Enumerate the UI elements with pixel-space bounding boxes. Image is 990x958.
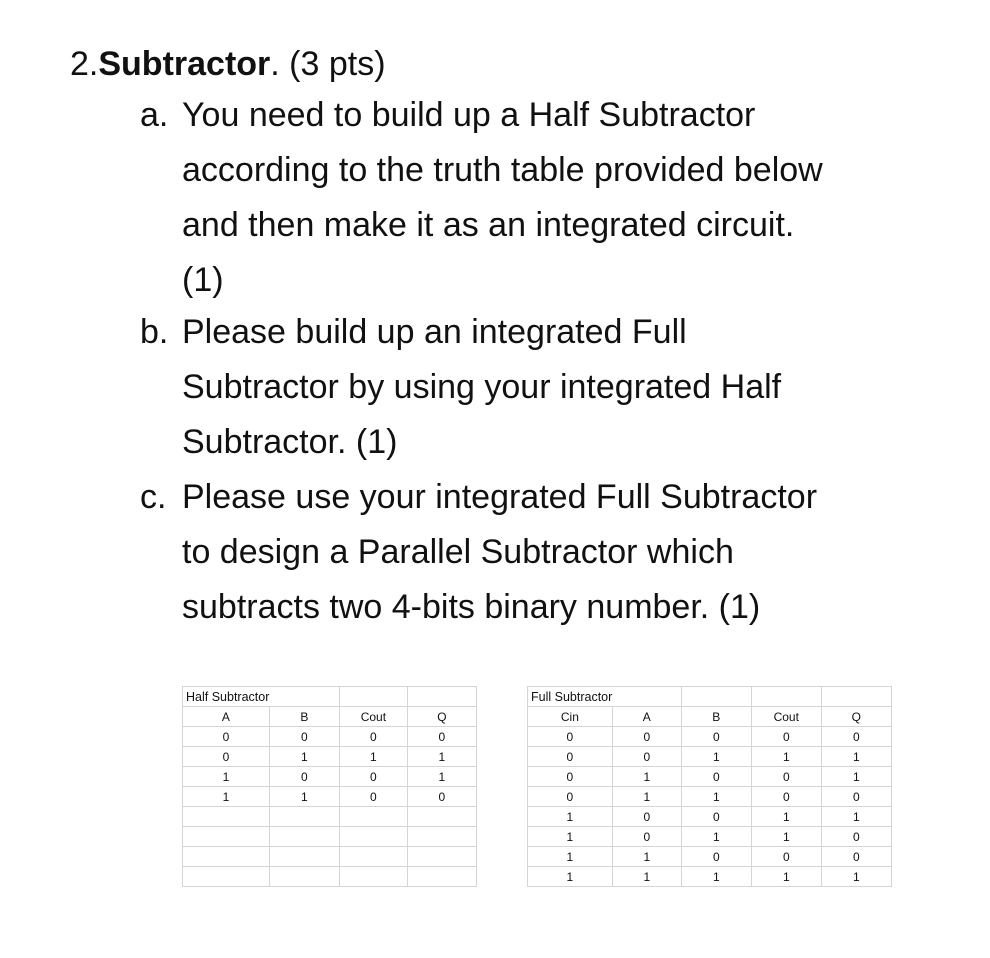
table-row: [183, 727, 477, 747]
table-cell: 1: [681, 867, 751, 887]
question-heading: [70, 42, 386, 86]
column-header: Cout: [339, 707, 407, 727]
empty-cell: [269, 687, 339, 707]
table-row: [528, 847, 892, 867]
sub-question-line: to design a Parallel Subtractor which: [182, 533, 734, 571]
table-caption-row: [183, 687, 477, 707]
empty-cell: [751, 687, 821, 707]
table-cell: 0: [612, 827, 681, 847]
table-cell: [339, 827, 407, 847]
empty-cell: [612, 687, 681, 707]
table-cell: [183, 867, 270, 887]
table-row: [183, 767, 477, 787]
table-cell: 0: [612, 807, 681, 827]
table-cell: 1: [612, 787, 681, 807]
table-row: [183, 827, 477, 847]
sub-question-line: according to the truth table provided below: [182, 151, 823, 189]
table-caption: Full Subtractor: [528, 687, 613, 707]
table-cell: [407, 827, 476, 847]
table-cell: 1: [681, 787, 751, 807]
full-subtractor-truth-table: [527, 686, 892, 887]
table-caption: Half Subtractor: [183, 687, 270, 707]
table-row: [183, 847, 477, 867]
table-row: [528, 727, 892, 747]
table-cell: 0: [612, 727, 681, 747]
table-header-row: [183, 707, 477, 727]
table-cell: [407, 807, 476, 827]
column-header: B: [681, 707, 751, 727]
table-row: [528, 827, 892, 847]
column-header: A: [183, 707, 270, 727]
column-header: Cin: [528, 707, 613, 727]
question-title: Subtractor: [98, 45, 271, 83]
table-cell: 1: [528, 807, 613, 827]
sub-question-b: [140, 305, 781, 470]
table-row: [528, 747, 892, 767]
table-cell: 0: [528, 727, 613, 747]
column-header: Q: [821, 707, 891, 727]
sub-question-letter: c.: [140, 478, 167, 516]
empty-cell: [681, 687, 751, 707]
table-cell: 1: [751, 867, 821, 887]
table-cell: 0: [269, 767, 339, 787]
sub-question-line: (1): [182, 261, 224, 299]
table-row: [528, 787, 892, 807]
table-cell: 1: [528, 827, 613, 847]
sub-question-line: You need to build up a Half Subtractor: [182, 96, 756, 134]
table-cell: 0: [681, 767, 751, 787]
table-cell: 0: [681, 807, 751, 827]
table-row: [183, 867, 477, 887]
sub-question-line: Please build up an integrated Full: [182, 313, 687, 351]
table-cell: 0: [407, 787, 476, 807]
table-cell: 1: [612, 847, 681, 867]
sub-question-a: [140, 88, 823, 308]
sub-question-line: and then make it as an integrated circuit.: [182, 206, 795, 244]
column-header: Cout: [751, 707, 821, 727]
question-number: 2.: [70, 45, 99, 83]
column-header: B: [269, 707, 339, 727]
table-row: [528, 807, 892, 827]
table-cell: 0: [528, 767, 613, 787]
table-cell: 0: [339, 727, 407, 747]
table-header-row: [528, 707, 892, 727]
table-cell: 0: [821, 727, 891, 747]
table-cell: 0: [183, 727, 270, 747]
table-row: [183, 747, 477, 767]
table-cell: [269, 827, 339, 847]
table-caption-row: [528, 687, 892, 707]
table-cell: [269, 867, 339, 887]
table-cell: [183, 827, 270, 847]
table-row: [183, 807, 477, 827]
table-cell: 0: [751, 787, 821, 807]
table-cell: [407, 847, 476, 867]
empty-cell: [407, 687, 476, 707]
table-cell: 1: [269, 747, 339, 767]
table-cell: 1: [407, 747, 476, 767]
table-cell: 1: [681, 827, 751, 847]
table-cell: 0: [339, 787, 407, 807]
table-cell: [339, 807, 407, 827]
table-cell: 1: [612, 767, 681, 787]
table-cell: 1: [339, 747, 407, 767]
table-cell: 1: [821, 767, 891, 787]
sub-question-letter: a.: [140, 96, 169, 134]
table-row: [528, 767, 892, 787]
table-cell: 1: [821, 747, 891, 767]
table-cell: 0: [339, 767, 407, 787]
table-cell: 0: [528, 787, 613, 807]
table-cell: 0: [612, 747, 681, 767]
table-cell: 1: [528, 867, 613, 887]
table-cell: 1: [751, 827, 821, 847]
sub-question-line: subtracts two 4-bits binary number. (1): [182, 588, 761, 626]
table-cell: [339, 867, 407, 887]
table-cell: 1: [751, 747, 821, 767]
table-cell: 0: [407, 727, 476, 747]
half-subtractor-truth-table: [182, 686, 477, 887]
table-cell: 0: [681, 727, 751, 747]
table-cell: 0: [269, 727, 339, 747]
table-cell: 1: [407, 767, 476, 787]
table-cell: 0: [821, 847, 891, 867]
question-points: . (3 pts): [270, 45, 386, 83]
table-cell: 0: [821, 827, 891, 847]
table-cell: 0: [751, 767, 821, 787]
column-header: Q: [407, 707, 476, 727]
sub-question-c: [140, 470, 817, 635]
table-cell: 1: [821, 807, 891, 827]
column-header: A: [612, 707, 681, 727]
table-cell: 1: [183, 787, 270, 807]
table-cell: 1: [269, 787, 339, 807]
table-cell: 0: [183, 747, 270, 767]
empty-cell: [339, 687, 407, 707]
table-row: [528, 867, 892, 887]
table-cell: 0: [528, 747, 613, 767]
table-cell: 1: [612, 867, 681, 887]
table-cell: [269, 807, 339, 827]
table-cell: [269, 847, 339, 867]
table-cell: 1: [821, 867, 891, 887]
table-row: [183, 787, 477, 807]
table-cell: 1: [183, 767, 270, 787]
table-cell: 0: [751, 847, 821, 867]
empty-cell: [821, 687, 891, 707]
table-cell: 0: [681, 847, 751, 867]
table-cell: [183, 807, 270, 827]
table-cell: 0: [821, 787, 891, 807]
table-cell: [339, 847, 407, 867]
table-cell: 1: [751, 807, 821, 827]
sub-question-letter: b.: [140, 313, 169, 351]
sub-question-line: Subtractor by using your integrated Half: [182, 368, 782, 406]
sub-question-line: Subtractor. (1): [182, 423, 398, 461]
table-cell: 1: [681, 747, 751, 767]
table-cell: [407, 867, 476, 887]
table-cell: [183, 847, 270, 867]
table-cell: 1: [528, 847, 613, 867]
sub-question-line: Please use your integrated Full Subtractor: [182, 478, 818, 516]
table-cell: 0: [751, 727, 821, 747]
